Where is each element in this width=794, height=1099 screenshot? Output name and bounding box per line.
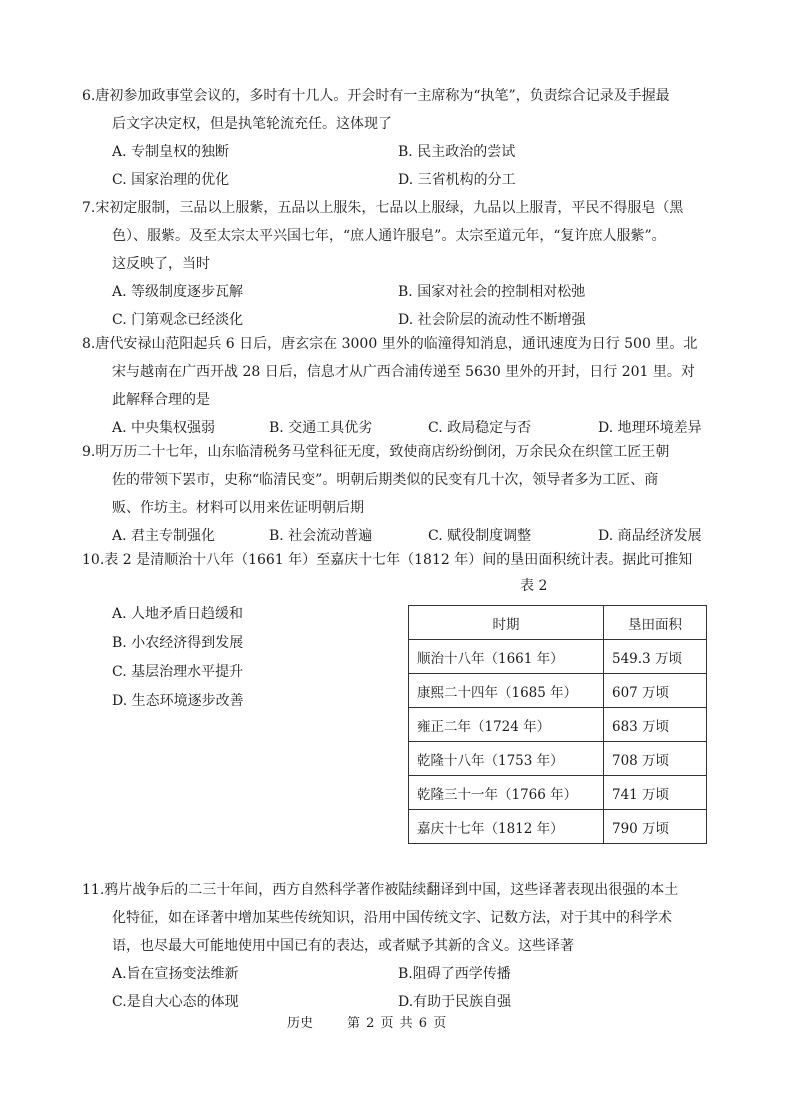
table-row <box>409 640 707 674</box>
question-7-stem-line-2: 色）、服紫。及至太宗太平兴国七年，“庶人通许服皂”。太宗至道元年，“复许庶人服紫”。 <box>112 228 666 244</box>
question-6-option-a: A. 专制皇权的独断 <box>112 144 230 160</box>
question-9-option-c: C. 赋役制度调整 <box>428 528 532 544</box>
question-9-stem-line-1: 9.明万历二十七年，山东临清税务马堂科征无度，致使商店纷纷倒闭，万余民众在织筐工匠王朝 <box>82 444 670 460</box>
question-8-option-c: C. 政局稳定与否 <box>428 420 532 436</box>
question-11 <box>82 876 722 1016</box>
question-10-option-d: D. 生态环境逐步改善 <box>112 693 244 709</box>
table-cell-period: 康熙二十四年（1685 年） <box>409 674 604 708</box>
question-6-options-row-2 <box>82 166 722 194</box>
question-10-option-c: C. 基层治理水平提升 <box>112 664 244 680</box>
table-cell-period: 乾隆十八年（1753 年） <box>409 742 604 776</box>
table-cell-area: 708 万顷 <box>604 742 707 776</box>
question-11-option-c: C.是自大心态的体现 <box>112 994 239 1010</box>
table-cell-area: 741 万顷 <box>604 776 707 810</box>
question-10-options <box>112 600 244 716</box>
table-cell-area: 683 万顷 <box>604 708 707 742</box>
question-11-stem-line-3: 语，也尽最大可能地使用中国已有的表达，或者赋予其新的含义。这些译著 <box>112 938 574 954</box>
question-8-option-d: D. 地理环境差异 <box>598 420 702 436</box>
table-cell-area: 607 万顷 <box>604 674 707 708</box>
footer-subject: 历史 <box>287 1016 314 1031</box>
question-8-stem-line-1: 8.唐代安禄山范阳起兵 6 日后，唐玄宗在 3000 里外的临潼得知消息，通讯速度为日行 500 里。北 <box>82 336 698 352</box>
question-11-option-d: D.有助于民族自强 <box>398 994 512 1010</box>
table-row <box>409 674 707 708</box>
question-9-option-d: D. 商品经济发展 <box>598 528 702 544</box>
question-7-stem-line-3: 这反映了，当时 <box>112 256 210 272</box>
table-caption: 表 2 <box>520 578 548 594</box>
question-8-stem-line-3: 此解释合理的是 <box>112 392 210 408</box>
question-7-stem-line-1: 7.宋初定服制，三品以上服紫，五品以上服朱，七品以上服绿，九品以上服青，平民不得服皂（黑 <box>82 200 684 216</box>
table-header-row <box>409 606 707 640</box>
question-6-option-d: D. 三省机构的分工 <box>398 172 516 188</box>
table-cell-area: 549.3 万顷 <box>604 640 707 674</box>
table-cell-period: 顺治十八年（1661 年） <box>409 640 604 674</box>
question-10-option-b: B. 小农经济得到发展 <box>112 635 244 651</box>
question-11-option-b: B.阻碍了西学传播 <box>398 966 511 982</box>
question-9-stem-line-3: 贩、作坊主。材料可以用来佐证明朝后期 <box>112 500 364 516</box>
question-9-option-b: B. 社会流动普遍 <box>269 528 373 544</box>
question-6-option-c: C. 国家治理的优化 <box>112 172 230 188</box>
question-9-stem-line-2: 佐的带领下罢市，史称“临清民变”。明朝后期类似的民变有几十次，领导者多为工匠、商 <box>112 472 659 488</box>
table-cell-period: 雍正二年（1724 年） <box>409 708 604 742</box>
question-11-stem-line-1: 11.鸦片战争后的二三十年间，西方自然科学著作被陆续翻译到中国，这些译著表现出很强的本土 <box>82 882 679 898</box>
table-row <box>409 810 707 844</box>
question-10-stem-line-1: 10.表 2 是清顺治十八年（1661 年）至嘉庆十七年（1812 年）间的垦田面积统计表。据此可推知 <box>82 552 693 568</box>
question-6-option-b: B. 民主政治的尝试 <box>398 144 516 160</box>
question-6 <box>82 82 722 194</box>
question-9 <box>82 438 722 550</box>
question-8-stem-line-2: 宋与越南在广西开战 28 日后，信息才从广西合浦传递至 5630 里外的开封，日行 201 里。对 <box>112 364 695 380</box>
question-8-option-b: B. 交通工具优劣 <box>269 420 373 436</box>
question-11-stem-line-2: 化特征，如在译著中增加某些传统知识，沿用中国传统文字、记数方法，对于其中的科学术 <box>112 910 672 926</box>
table-header-period: 时期 <box>409 606 604 640</box>
table-row <box>409 708 707 742</box>
table-row <box>409 776 707 810</box>
table-header-area: 垦田面积 <box>604 606 707 640</box>
question-7 <box>82 194 722 334</box>
question-11-option-a: A.旨在宣扬变法维新 <box>112 966 239 982</box>
question-10-option-a: A. 人地矛盾日趋缓和 <box>112 606 244 622</box>
table-cell-period: 乾隆三十一年（1766 年） <box>409 776 604 810</box>
question-7-option-d: D. 社会阶层的流动性不断增强 <box>398 312 586 328</box>
question-6-options-row-1 <box>82 138 722 166</box>
question-10 <box>82 546 722 574</box>
table-cell-area: 790 万顷 <box>604 810 707 844</box>
table-row <box>409 742 707 776</box>
question-6-stem-line-1: 6.唐初参加政事堂会议的，多时有十几人。开会时有一主席称为“执笔”，负责综合记录及手握最 <box>82 88 670 104</box>
question-7-option-b: B. 国家对社会的控制相对松弛 <box>398 284 586 300</box>
question-6-stem-line-2: 后文字决定权，但是执笔轮流充任。这体现了 <box>112 116 392 132</box>
question-7-option-c: C. 门第观念已经淡化 <box>112 312 244 328</box>
question-7-option-a: A. 等级制度逐步瓦解 <box>112 284 244 300</box>
question-8 <box>82 330 722 442</box>
table-cell-period: 嘉庆十七年（1812 年） <box>409 810 604 844</box>
question-9-option-a: A. 君主专制强化 <box>112 528 216 544</box>
reclaimed-land-table <box>408 605 707 844</box>
question-7-options-row-1 <box>82 278 722 306</box>
question-11-options-row-1 <box>82 960 722 988</box>
footer-page-number: 第 2 页 共 6 页 <box>347 1016 448 1031</box>
question-8-option-a: A. 中央集权强弱 <box>112 420 216 436</box>
